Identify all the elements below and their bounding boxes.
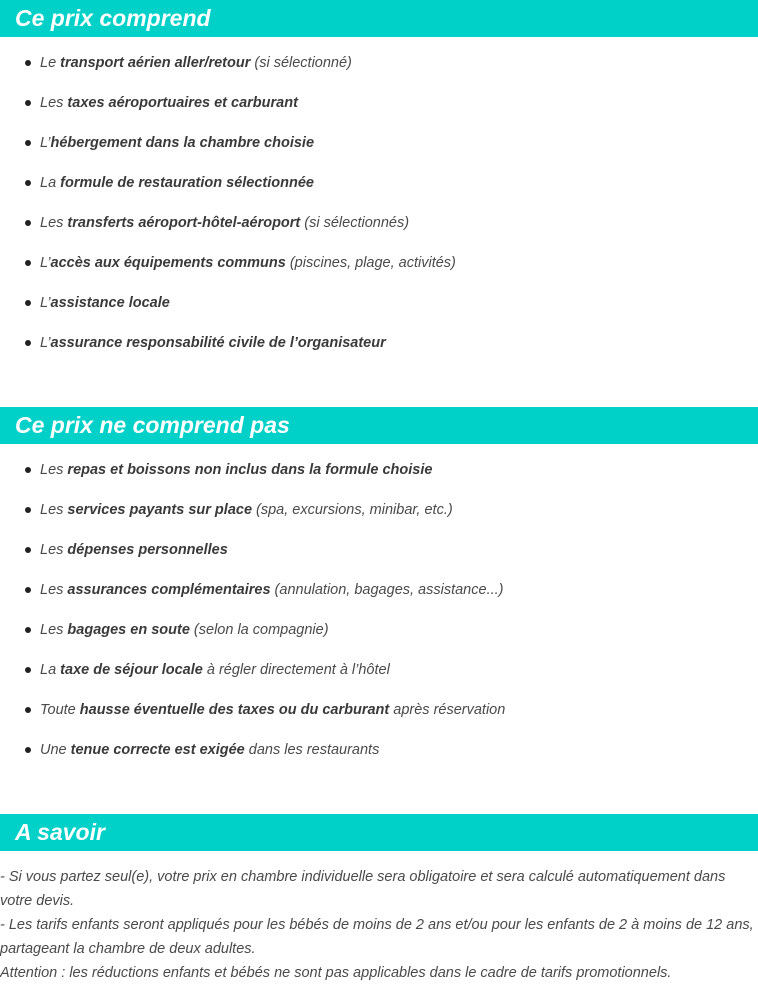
- list-item: [0, 692, 758, 732]
- item-bold-text: hébergement dans la chambre choisie: [50, 135, 315, 151]
- item-post-text: (piscines, plage, activités): [285, 255, 456, 271]
- item-bold-text: repas et boissons non inclus dans la formule choisie: [67, 462, 433, 478]
- item-post-text: (spa, excursions, minibar, etc.): [252, 502, 453, 518]
- item-pre-text: L’: [40, 295, 51, 311]
- bullet-icon: [25, 300, 31, 306]
- bullet-icon: [25, 627, 31, 633]
- included-list: [0, 45, 758, 365]
- note-line: Attention : les réductions enfants et bébés ne sont pas applicables dans le cadre de tarifs promotionnels.: [0, 965, 672, 981]
- item-pre-text: Les: [40, 502, 68, 518]
- list-item: [0, 45, 758, 85]
- section-not-included-title: Ce prix ne comprend pas: [0, 407, 758, 444]
- note-line: - Si vous partez seul(e), votre prix en chambre individuelle sera obligatoire et sera calculé automatiquement dans votre devis.: [0, 869, 726, 909]
- item-bold-text: transport aérien aller/retour: [60, 55, 251, 71]
- item-pre-text: L’: [40, 335, 51, 351]
- item-post-text: dans les restaurants: [244, 742, 380, 758]
- bullet-icon: [25, 547, 31, 553]
- bullet-icon: [25, 140, 31, 146]
- list-item: [0, 492, 758, 532]
- list-item: [0, 452, 758, 492]
- bullet-icon: [25, 220, 31, 226]
- item-pre-text: Le: [40, 55, 61, 71]
- item-post-text: (annulation, bagages, assistance...): [270, 582, 504, 598]
- note-line: - Les tarifs enfants seront appliqués pour les bébés de moins de 2 ans et/ou pour les enfants de 2 à moins de 12 ans, partageant la chambre de deux adultes.: [0, 917, 754, 957]
- item-bold-text: taxe de séjour locale: [60, 662, 203, 678]
- bullet-icon: [25, 667, 31, 673]
- item-bold-text: transferts aéroport-hôtel-aéroport: [67, 215, 301, 231]
- item-post-text: après réservation: [389, 702, 506, 718]
- bullet-icon: [25, 467, 31, 473]
- list-item: [0, 572, 758, 612]
- list-item: [0, 245, 758, 285]
- bullet-icon: [25, 707, 31, 713]
- section-good-to-know-title: A savoir: [0, 814, 758, 851]
- bullet-icon: [25, 507, 31, 513]
- list-item: [0, 732, 758, 772]
- item-pre-text: Une: [40, 742, 71, 758]
- item-pre-text: La: [40, 175, 61, 191]
- item-pre-text: Les: [40, 542, 68, 558]
- bullet-icon: [25, 60, 31, 66]
- item-bold-text: tenue correcte est exigée: [70, 742, 245, 758]
- item-bold-text: formule de restauration sélectionnée: [60, 175, 314, 191]
- list-item: [0, 532, 758, 572]
- list-item: [0, 285, 758, 325]
- item-bold-text: taxes aéroportuaires et carburant: [67, 95, 298, 111]
- bullet-icon: [25, 587, 31, 593]
- item-bold-text: dépenses personnelles: [67, 542, 228, 558]
- item-post-text: à régler directement à l’hôtel: [202, 662, 390, 678]
- list-item: [0, 85, 758, 125]
- item-bold-text: accès aux équipements communs: [50, 255, 286, 271]
- bullet-icon: [25, 180, 31, 186]
- item-pre-text: Toute: [40, 702, 80, 718]
- section-good-to-know: [0, 814, 758, 985]
- bullet-icon: [25, 260, 31, 266]
- item-bold-text: assurances complémentaires: [67, 582, 271, 598]
- item-bold-text: assurance responsabilité civile de l’organisateur: [50, 335, 386, 351]
- item-post-text: (si sélectionné): [250, 55, 352, 71]
- item-bold-text: hausse éventuelle des taxes ou du carburant: [79, 702, 390, 718]
- section-included-title: Ce prix comprend: [0, 0, 758, 37]
- bullet-icon: [25, 100, 31, 106]
- list-item: [0, 165, 758, 205]
- list-item: [0, 325, 758, 365]
- item-pre-text: Les: [40, 462, 68, 478]
- item-pre-text: L’: [40, 135, 51, 151]
- item-bold-text: assistance locale: [50, 295, 170, 311]
- list-item: [0, 612, 758, 652]
- not-included-list: [0, 452, 758, 772]
- list-item: [0, 652, 758, 692]
- good-to-know-text: [0, 851, 758, 985]
- item-pre-text: Les: [40, 215, 68, 231]
- bullet-icon: [25, 747, 31, 753]
- item-bold-text: services payants sur place: [67, 502, 253, 518]
- item-post-text: (si sélectionnés): [300, 215, 410, 231]
- bullet-icon: [25, 340, 31, 346]
- item-bold-text: bagages en soute: [67, 622, 190, 638]
- item-pre-text: Les: [40, 622, 68, 638]
- item-pre-text: Les: [40, 95, 68, 111]
- section-included: [0, 0, 758, 365]
- item-pre-text: L’: [40, 255, 51, 271]
- list-item: [0, 205, 758, 245]
- item-pre-text: La: [40, 662, 61, 678]
- list-item: [0, 125, 758, 165]
- item-post-text: (selon la compagnie): [189, 622, 329, 638]
- item-pre-text: Les: [40, 582, 68, 598]
- section-not-included: [0, 407, 758, 772]
